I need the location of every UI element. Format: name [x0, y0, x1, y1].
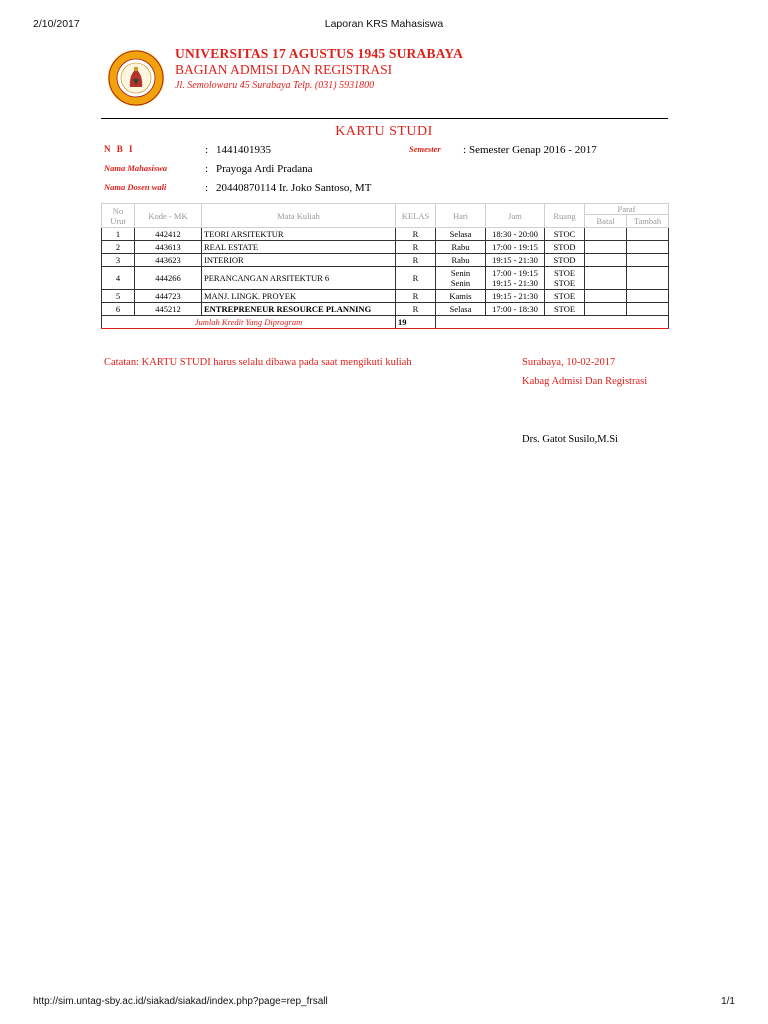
nbi-separator: :	[205, 144, 209, 156]
row-ruang: STOE	[545, 290, 585, 303]
row-ruang-double	[545, 267, 585, 290]
row-tambah	[627, 303, 669, 316]
row-no: 3	[102, 254, 135, 267]
row-mata-kuliah: REAL ESTATE	[202, 241, 396, 254]
row-kode: 443613	[135, 241, 202, 254]
semester-label: Semester	[409, 144, 441, 154]
row-ruang: STOC	[545, 228, 585, 241]
place-date: Surabaya, 10-02-2017	[522, 357, 616, 368]
row-hari-2: Senin	[450, 278, 471, 288]
row-ruang: STOE	[545, 303, 585, 316]
row-kode: 444723	[135, 290, 202, 303]
table-row	[102, 303, 669, 316]
institution-address: Jl. Semolowaru 45 Surabaya Telp. (031) 5931800	[175, 80, 375, 91]
row-jam-2: 19:15 - 21:30	[492, 278, 538, 288]
semester-separator: :	[463, 144, 467, 156]
row-hari: Kamis	[436, 290, 486, 303]
print-date: 2/10/2017	[33, 18, 80, 30]
table-row	[102, 290, 669, 303]
study-card-note: Catatan: KARTU STUDI harus selalu dibawa pada saat mengikuti kuliah	[104, 357, 412, 368]
row-mata-kuliah: INTERIOR	[202, 254, 396, 267]
row-hari: Senin	[450, 268, 471, 278]
signer-title: Kabag Admisi Dan Registrasi	[522, 376, 648, 387]
header-no: No Urut	[102, 204, 135, 228]
row-tambah	[627, 241, 669, 254]
row-batal	[585, 290, 627, 303]
row-jam: 17:00 - 19:15	[486, 241, 545, 254]
row-kelas: R	[396, 267, 436, 290]
header-kode: Kode - MK	[135, 204, 202, 228]
table-row	[102, 254, 669, 267]
row-mata-kuliah: TEORI ARSITEKTUR	[202, 228, 396, 241]
row-mata-kuliah: PERANCANGAN ARSITEKTUR 6	[202, 267, 396, 290]
row-ruang: STOE	[553, 268, 576, 278]
row-tambah	[627, 228, 669, 241]
header-tambah: Tambah	[627, 215, 669, 228]
row-kelas: R	[396, 290, 436, 303]
row-kelas: R	[396, 303, 436, 316]
row-jam: 18:30 - 20:00	[486, 228, 545, 241]
print-footer	[33, 996, 735, 1010]
row-kode: 442412	[135, 228, 202, 241]
row-tambah	[627, 267, 669, 290]
row-kode: 443623	[135, 254, 202, 267]
row-kode: 445212	[135, 303, 202, 316]
row-mata-kuliah: MANJ. LINGK. PROYEK	[202, 290, 396, 303]
course-table	[101, 203, 669, 329]
row-hari-double	[436, 267, 486, 290]
institution-department: BAGIAN ADMISI DAN REGISTRASI	[175, 62, 393, 77]
row-ruang: STOD	[545, 254, 585, 267]
row-batal	[585, 228, 627, 241]
table-row	[102, 241, 669, 254]
student-name-separator: :	[205, 163, 209, 175]
row-hari: Rabu	[436, 241, 486, 254]
row-batal	[585, 254, 627, 267]
table-row	[102, 228, 669, 241]
row-tambah	[627, 254, 669, 267]
document-title: KARTU STUDI	[335, 124, 433, 139]
row-batal	[585, 303, 627, 316]
row-jam: 19:15 - 21:30	[486, 290, 545, 303]
advisor-separator: :	[205, 182, 209, 194]
row-no: 6	[102, 303, 135, 316]
total-value: 19	[396, 316, 436, 329]
header-hari: Hari	[436, 204, 486, 228]
print-header	[33, 18, 735, 32]
row-jam-double	[486, 267, 545, 290]
row-no: 4	[102, 267, 135, 290]
row-jam: 19:15 - 21:30	[486, 254, 545, 267]
university-seal-icon	[107, 49, 165, 107]
row-batal	[585, 241, 627, 254]
header-mata-kuliah: Mata Kuliah	[202, 204, 396, 228]
student-name-value: Prayoga Ardi Pradana	[216, 163, 313, 175]
row-kelas: R	[396, 254, 436, 267]
print-url: http://sim.untag-sby.ac.id/siakad/siakad/index.php?page=rep_frsall	[33, 996, 328, 1007]
row-kode: 444266	[135, 267, 202, 290]
institution-name: UNIVERSITAS 17 AGUSTUS 1945 SURABAYA	[175, 46, 464, 61]
row-tambah	[627, 290, 669, 303]
table-row	[102, 267, 669, 290]
row-hari: Rabu	[436, 254, 486, 267]
row-hari: Selasa	[436, 303, 486, 316]
print-title: Laporan KRS Mahasiswa	[324, 18, 444, 30]
nbi-value: 1441401935	[216, 144, 271, 156]
total-label: Jumlah Kredit Yang Diprogram	[102, 316, 396, 329]
row-jam: 17:00 - 18:30	[486, 303, 545, 316]
header-batal: Batal	[585, 215, 627, 228]
semester-value: Semester Genap 2016 - 2017	[469, 144, 597, 156]
row-ruang-2: STOE	[553, 278, 576, 288]
header-divider	[101, 118, 668, 119]
advisor-label: Nama Dosen wali	[104, 182, 167, 192]
row-jam: 17:00 - 19:15	[492, 268, 538, 278]
row-ruang: STOD	[545, 241, 585, 254]
header-jam: Jam	[486, 204, 545, 228]
header-ruang: Ruang	[545, 204, 585, 228]
header-paraf: Paraf	[585, 204, 669, 215]
student-name-label: Nama Mahasiswa	[104, 163, 168, 173]
nbi-label: N B I	[104, 144, 135, 154]
header-kelas: KELAS	[396, 204, 436, 228]
row-kelas: R	[396, 228, 436, 241]
row-no: 1	[102, 228, 135, 241]
advisor-value: 20440870114 Ir. Joko Santoso, MT	[216, 182, 372, 194]
row-no: 2	[102, 241, 135, 254]
total-filler	[436, 316, 669, 329]
row-mata-kuliah: ENTREPRENEUR RESOURCE PLANNING	[202, 303, 396, 316]
row-hari: Selasa	[436, 228, 486, 241]
row-kelas: R	[396, 241, 436, 254]
signer-name: Drs. Gatot Susilo,M.Si	[522, 434, 618, 445]
row-no: 5	[102, 290, 135, 303]
total-row	[102, 316, 669, 329]
row-batal	[585, 267, 627, 290]
print-page-number: 1/1	[721, 996, 735, 1007]
